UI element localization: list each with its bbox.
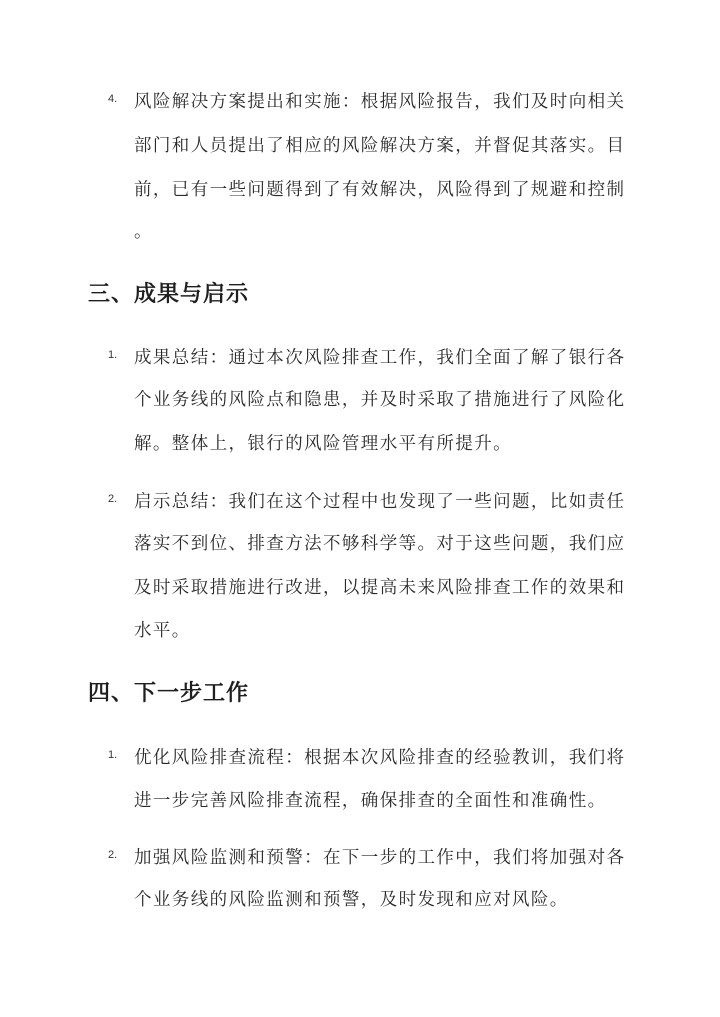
section-heading: 四、下一步工作 [88, 681, 250, 706]
list-number: 4. [108, 93, 118, 105]
paragraph-line: 落实不到位、排查方法不够科学等。对于这些问题，我们应 [134, 534, 626, 554]
list-number: 2. [108, 849, 118, 861]
paragraph-line: 前，已有一些问题得到了有效解决，风险得到了规避和控制 [134, 180, 626, 200]
list-number: 1. [108, 349, 118, 361]
list-number: 2. [108, 493, 118, 505]
section-heading: 三、成果与启示 [88, 282, 250, 307]
list-number: 1. [108, 749, 118, 761]
paragraph-line: 个业务线的风险点和隐患，并及时采取了措施进行了风险化 [134, 390, 626, 410]
paragraph-line: 优化风险排查流程：根据本次风险排查的经验教训，我们将 [134, 748, 626, 768]
paragraph-line: 。 [134, 222, 153, 242]
paragraph-line: 成果总结：通过本次风险排查工作，我们全面了解了银行各 [134, 348, 626, 368]
paragraph-line: 进一步完善风险排查流程，确保排查的全面性和准确性。 [134, 791, 607, 811]
paragraph-line: 加强风险监测和预警：在下一步的工作中，我们将加强对各 [134, 848, 626, 868]
paragraph-line: 及时采取措施进行改进，以提高未来风险排查工作的效果和 [134, 578, 626, 598]
paragraph-line: 风险解决方案提出和实施：根据风险报告，我们及时向相关 [134, 92, 626, 112]
paragraph-line: 启示总结：我们在这个过程中也发现了一些问题，比如责任 [134, 492, 626, 512]
paragraph-line: 水平。 [134, 621, 191, 641]
paragraph-line: 解。整体上，银行的风险管理水平有所提升。 [134, 434, 512, 454]
paragraph-line: 部门和人员提出了相应的风险解决方案，并督促其落实。目 [134, 136, 626, 156]
paragraph-line: 个业务线的风险监测和预警，及时发现和应对风险。 [134, 890, 569, 910]
